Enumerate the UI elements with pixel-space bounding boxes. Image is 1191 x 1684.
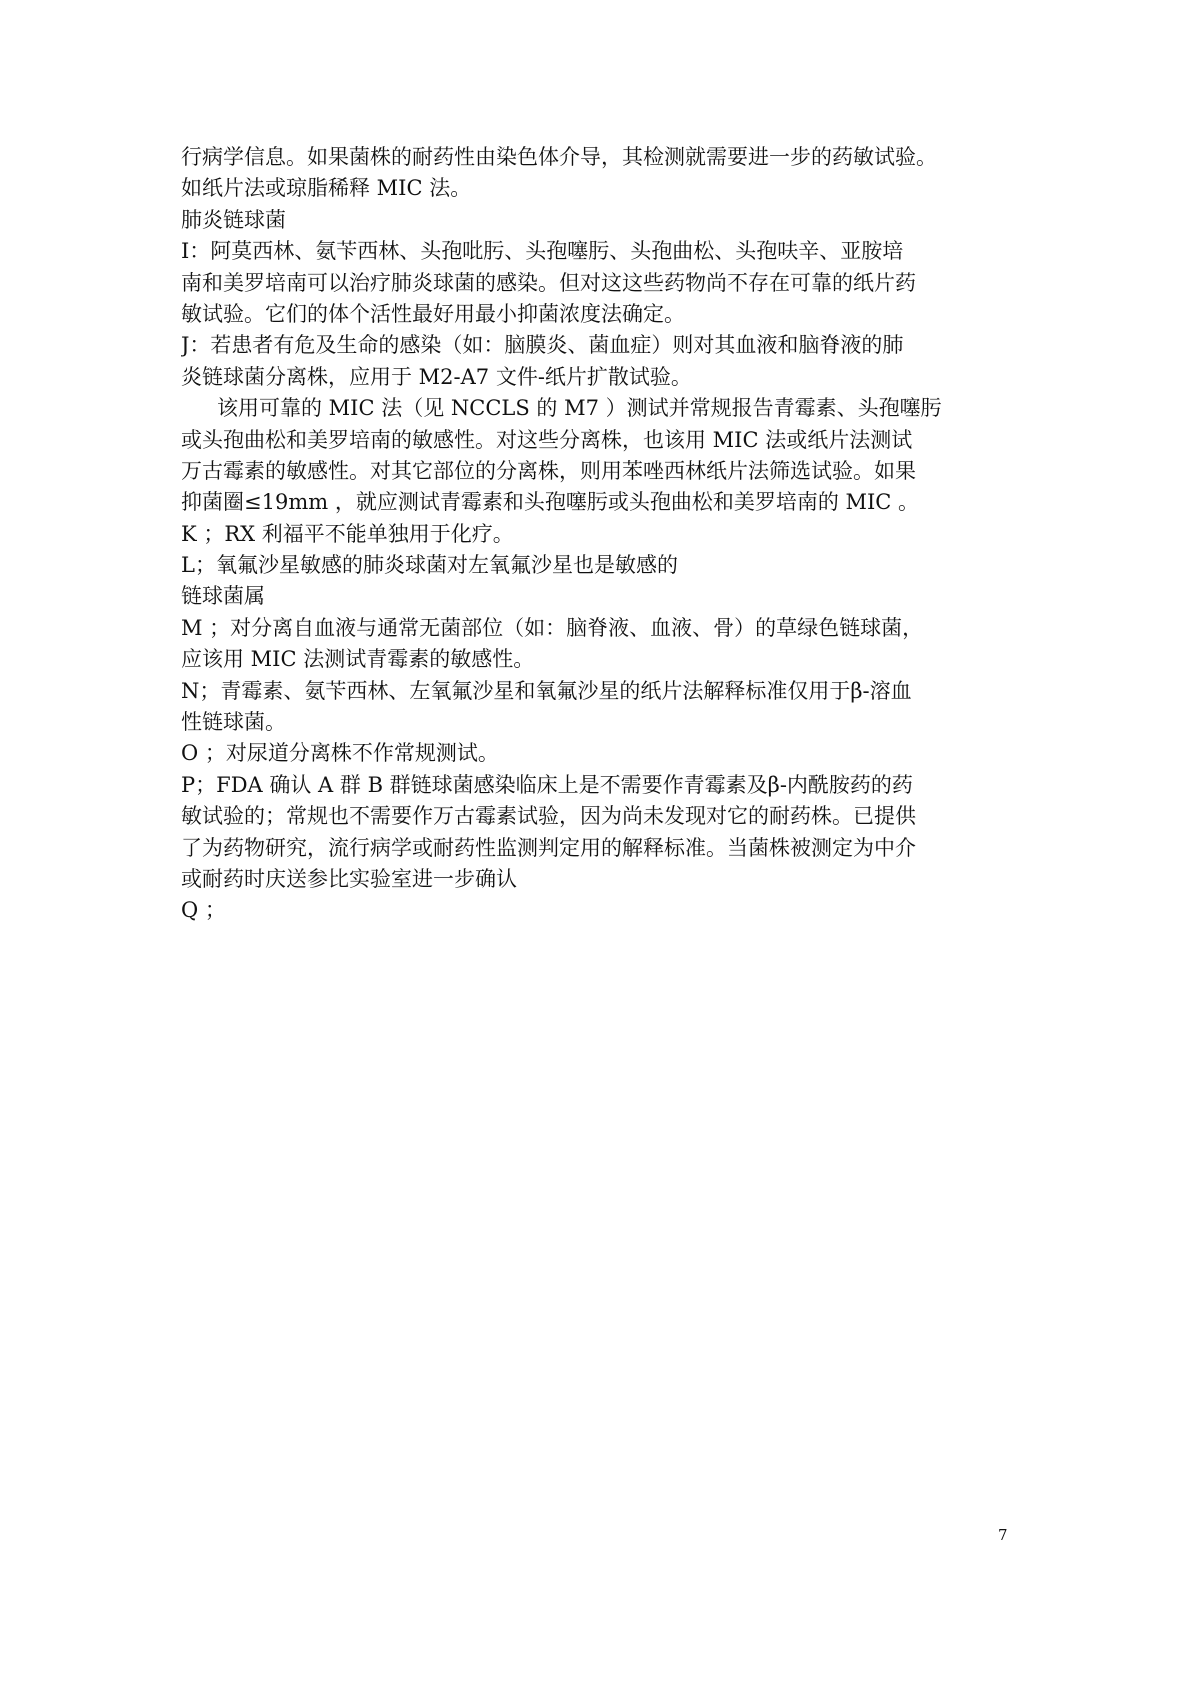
text-line: L；氧氟沙星敏感的肺炎球菌对左氧氟沙星也是敏感的 <box>181 553 678 578</box>
text-line: J：若患者有危及生命的感染（如：脑膜炎、菌血症）则对其血液和脑脊液的肺 <box>181 333 904 358</box>
text-line: P；FDA 确认 A 群 B 群链球菌感染临床上是不需要作青霉素及β-内酰胺药的药 <box>181 772 913 797</box>
text-line: K ；RX 利福平不能单独用于化疗。 <box>181 521 514 546</box>
text-line: 敏试验。它们的体个活性最好用最小抑菌浓度法确定。 <box>181 301 685 326</box>
text-line: N；青霉素、氨苄西林、左氧氟沙星和氧氟沙星的纸片法解释标准仅用于β-溶血 <box>181 678 912 703</box>
text-line: 该用可靠的 MIC 法（见 NCCLS 的 M7 ）测试并常规报告青霉素、头孢噻肟 <box>217 396 942 421</box>
text-line: 应该用 MIC 法测试青霉素的敏感性。 <box>181 647 535 672</box>
text-line: 敏试验的；常规也不需要作万古霉素试验，因为尚未发现对它的耐药株。已提供 <box>181 804 916 829</box>
text-line: Q ； <box>181 898 226 923</box>
section-heading: 肺炎链球菌 <box>181 207 286 232</box>
page-number: 7 <box>998 1526 1008 1544</box>
text-line: 南和美罗培南可以治疗肺炎球菌的感染。但对这这些药物尚不存在可靠的纸片药 <box>181 270 916 295</box>
text-line: 或耐药时庆送参比实验室进一步确认 <box>181 866 517 891</box>
text-line: I：阿莫西林、氨苄西林、头孢吡肟、头孢噻肟、头孢曲松、头孢呋辛、亚胺培 <box>181 239 904 264</box>
section-heading: 链球菌属 <box>181 584 265 609</box>
text-line: M ；对分离自血液与通常无菌部位（如：脑脊液、血液、骨）的草绿色链球菌， <box>181 615 924 640</box>
text-line: 万古霉素的敏感性。对其它部位的分离株，则用苯唑西林纸片法筛选试验。如果 <box>181 458 916 483</box>
text-line: 炎链球菌分离株，应用于 M2-A7 文件-纸片扩散试验。 <box>181 364 692 389</box>
text-line: 如纸片法或琼脂稀释 MIC 法。 <box>181 176 472 201</box>
text-line: 性链球菌。 <box>181 710 286 735</box>
text-line: 或头孢曲松和美罗培南的敏感性。对这些分离株，也该用 MIC 法或纸片法测试 <box>181 427 913 452</box>
text-line: 抑菌圈≤19mm ，就应测试青霉素和头孢噻肟或头孢曲松和美罗培南的 MIC 。 <box>181 490 920 515</box>
text-line: 了为药物研究，流行病学或耐药性监测判定用的解释标准。当菌株被测定为中介 <box>181 835 916 860</box>
text-line: O ；对尿道分离株不作常规测试。 <box>181 741 499 766</box>
document-body <box>181 142 1021 927</box>
text-line: 行病学信息。如果菌株的耐药性由染色体介导，其检测就需要进一步的药敏试验。 <box>181 145 937 169</box>
